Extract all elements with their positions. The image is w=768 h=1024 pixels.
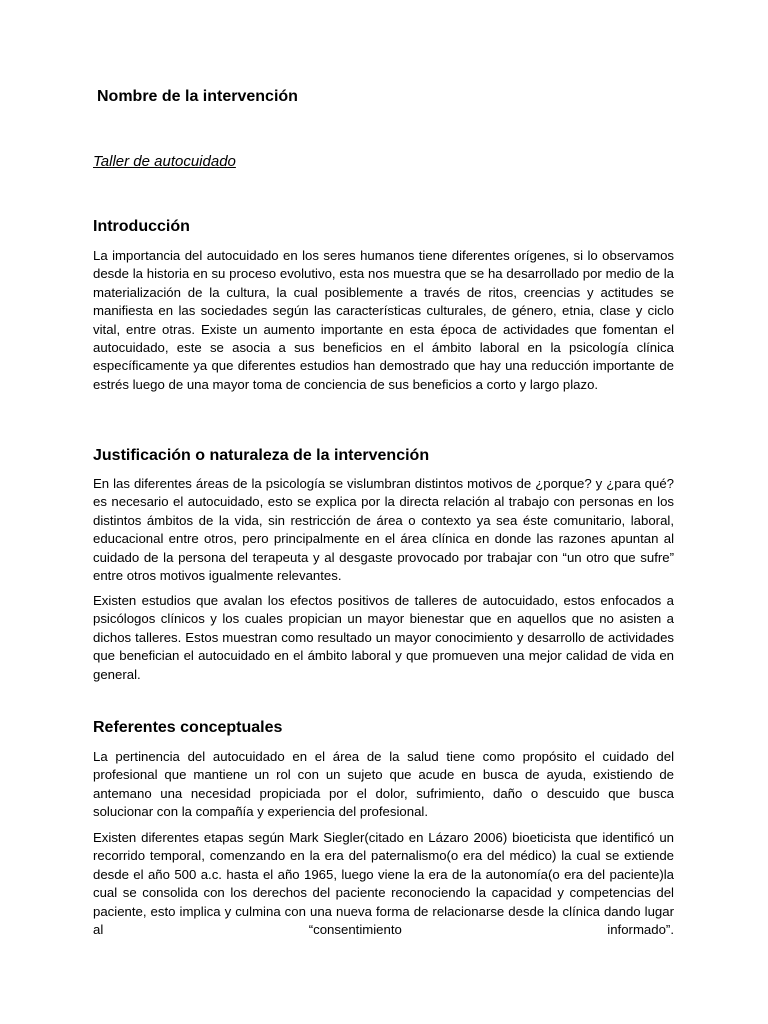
paragraph-justificacion-2: Existen estudios que avalan los efectos positivos de talleres de autocuidado, estos enfocados a psicólogos clínicos y los cuales propician un mayor bienestar que en aquellos que no asisten a dichos talleres. Estos muestran como resultado un mayor conocimiento y desarrollo de actividades que benefician el autocuidado en el ámbito laboral y que promueven una mejor calidad de vida en general.: [93, 593, 674, 682]
paragraph-referentes-1: La pertinencia del autocuidado en el área de la salud tiene como propósito el cuidado del profesional que mantiene un rol con un sujeto que acude en busca de ayuda, existiendo de antemano una necesidad propiciada por el dolor, sufrimiento, daño o descuido que busca solucionar con la compañía y experiencia del profesional.: [93, 749, 674, 820]
paragraph-referentes-2: Existen diferentes etapas según Mark Siegler(citado en Lázaro 2006) bioeticista que identificó un recorrido temporal, comenzando en la era del paternalismo(o era del médico) la cual se extiende desde el año 500 a.c. hasta el año 1965, luego viene la era de la autonomía(o era del paciente)la cual se consolida con los derechos del paciente reconociendo la capacidad y competencias del paciente, esto implica y culmina con una nueva forma de relacionarse desde la clínica dando lugar al “consentimiento informado”.: [93, 830, 674, 938]
document-title: Nombre de la intervención: [97, 88, 298, 105]
paragraph-justificacion-1: En las diferentes áreas de la psicología se vislumbran distintos motivos de ¿porque? y ¿para qué? es necesario el autocuidado, esto se explica por la directa relación al trabajo con personas en los distintos ámbitos de la vida, sin restricción de área o contexto ya sea éste comunitario, laboral, educacional entre otros, pero principalmente en el área clínica en donde las razones apuntan al cuidado de la persona del terapeuta y al desgaste provocado por trabajar con “un otro que sufre” entre otros motivos igualmente relevantes.: [93, 476, 674, 584]
document-subtitle: Taller de autocuidado: [93, 153, 236, 170]
section-heading-referentes: Referentes conceptuales: [93, 719, 283, 736]
paragraph-introduccion: La importancia del autocuidado en los seres humanos tiene diferentes orígenes, si lo observamos desde la historia en su proceso evolutivo, esta nos muestra que se ha desarrollado por medio de la materialización de la cultura, la cual posiblemente a través de ritos, creencias y actitudes se manifiesta en las sociedades según las características culturales, de género, etnia, clase y ciclo vital, entre otras. Existe un aumento importante en esta época de actividades que fomentan el autocuidado, este se asocia a sus beneficios en el ámbito laboral en la psicología clínica específicamente ya que diferentes estudios han demostrado que hay una reducción importante de estrés luego de una mayor toma de conciencia de sus beneficios a corto y largo plazo.: [93, 248, 674, 392]
section-heading-introduccion: Introducción: [93, 218, 190, 235]
section-heading-justificacion: Justificación o naturaleza de la intervención: [93, 447, 430, 464]
